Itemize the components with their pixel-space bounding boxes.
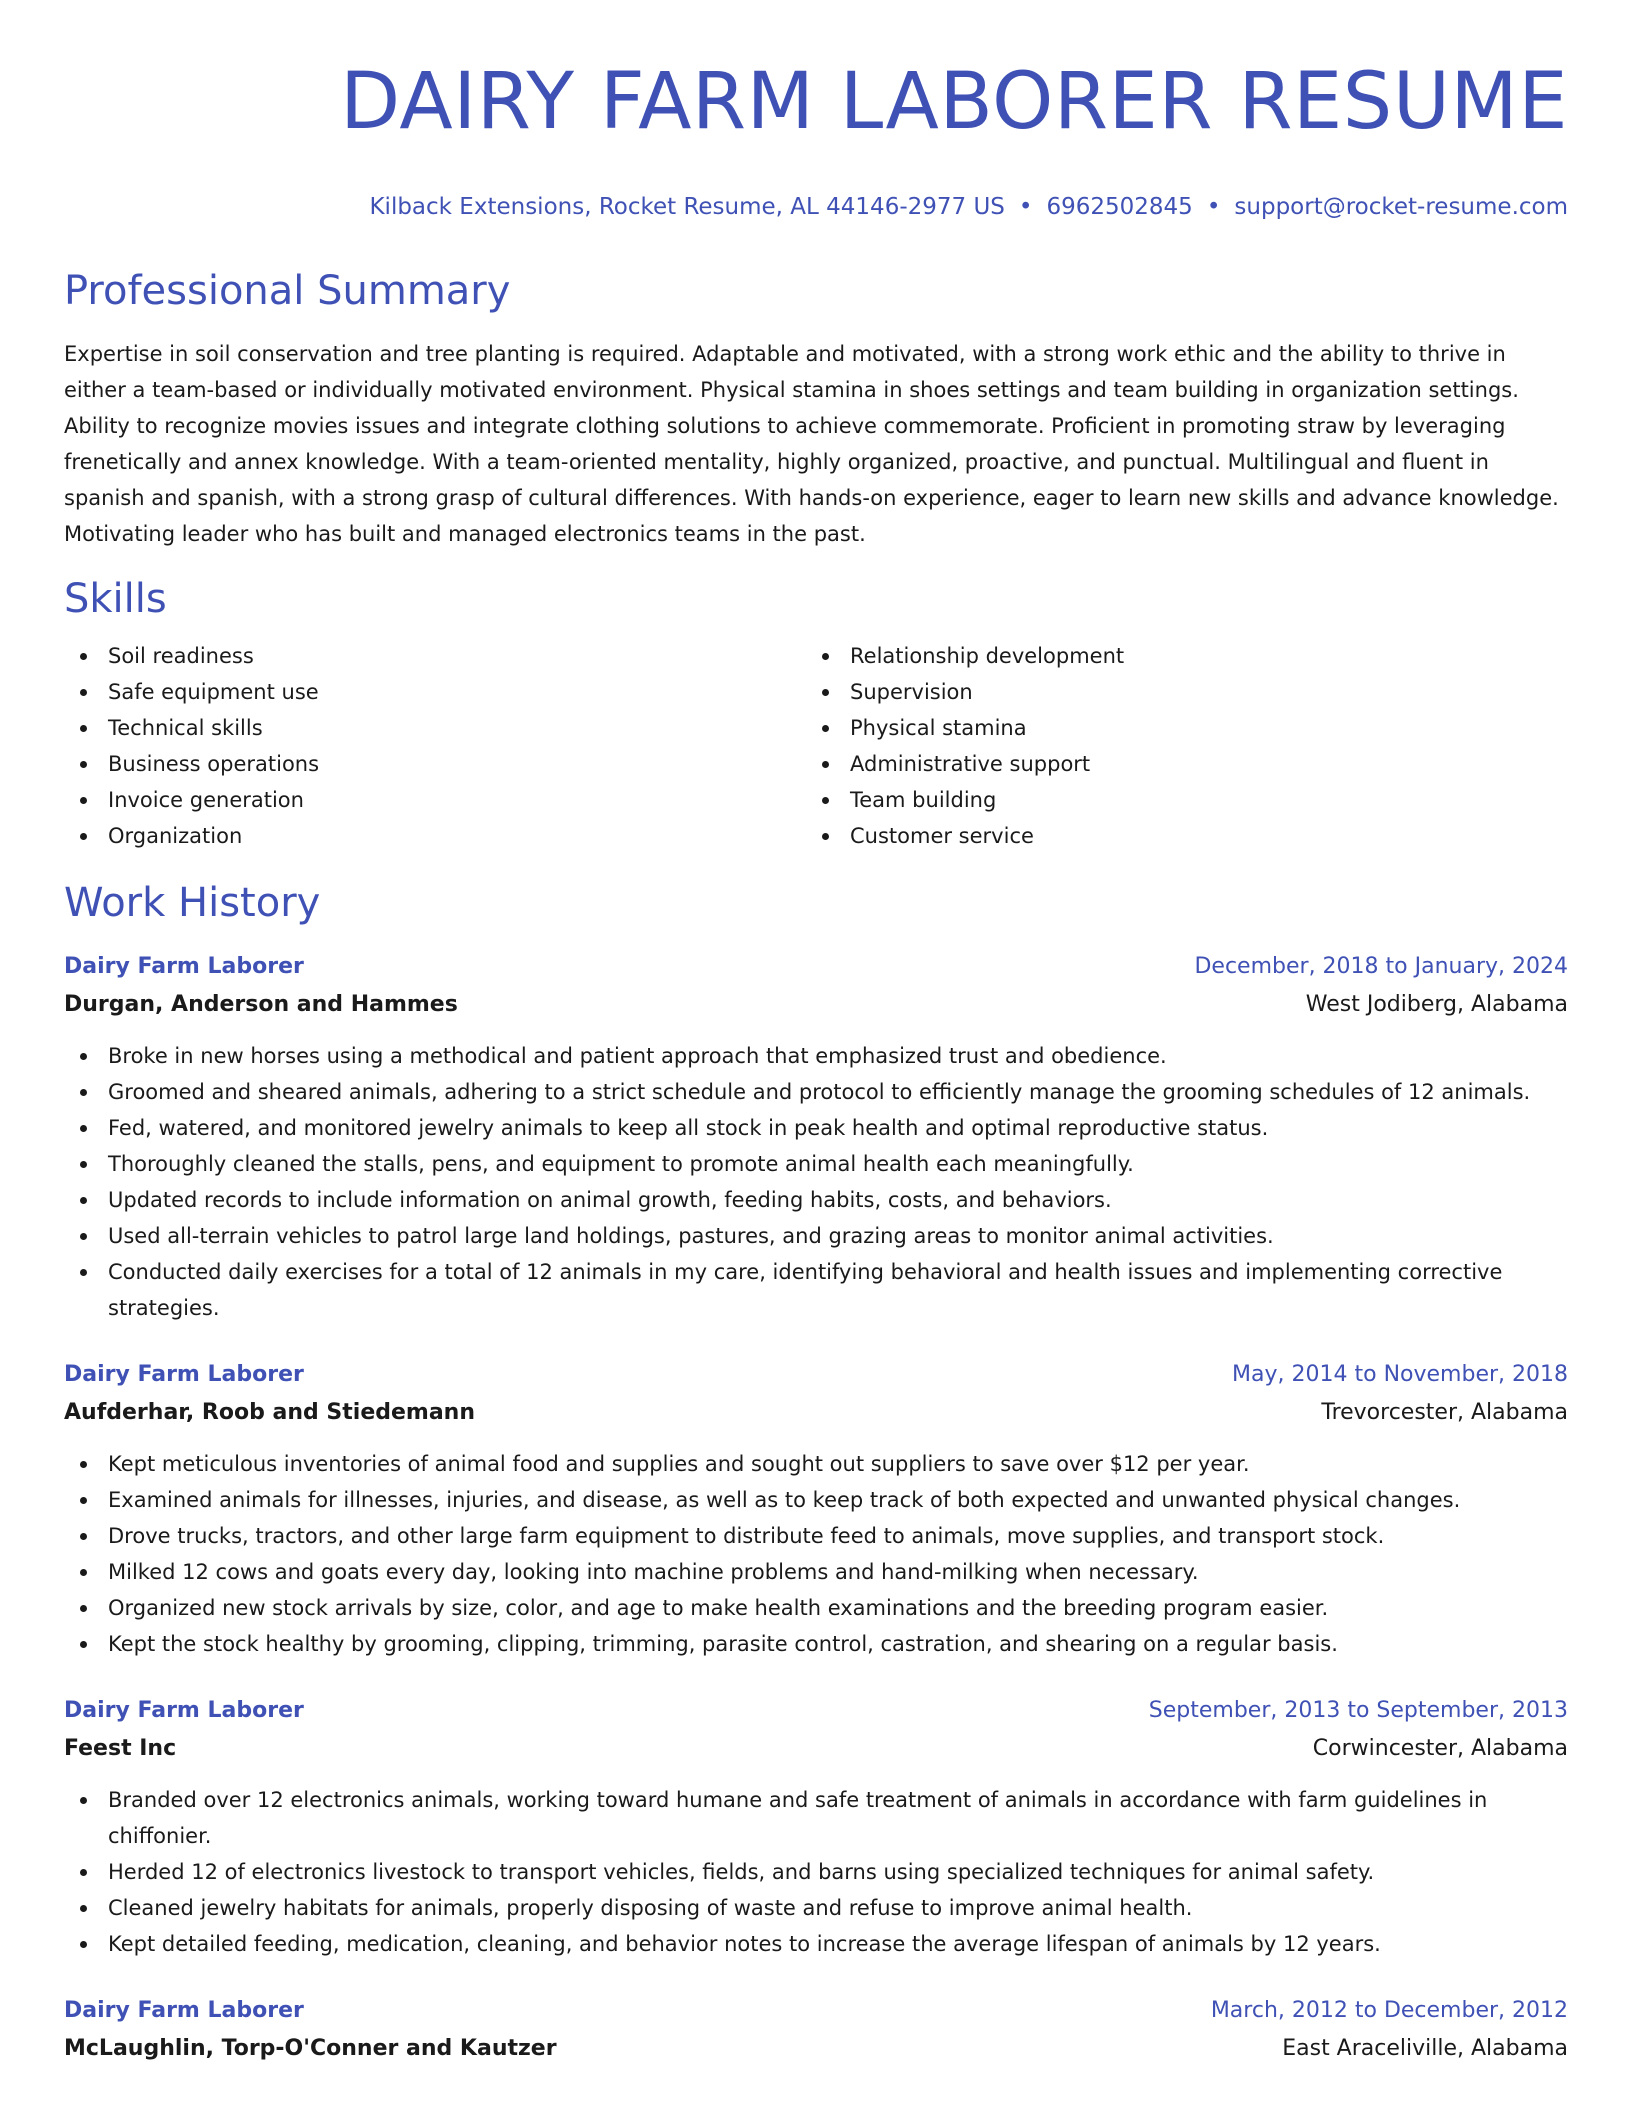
job-bullet: Updated records to include information on animal growth, feeding habits, costs, and behaviors. xyxy=(64,1182,1568,1218)
job-location: Trevorcester, Alabama xyxy=(1321,1400,1568,1425)
skill-item: Administrative support xyxy=(806,746,1548,782)
job-bullets xyxy=(64,1446,1568,1662)
job-dates: March, 2012 to December, 2012 xyxy=(1210,1998,1568,2023)
job-bullet: Drove trucks, tractors, and other large farm equipment to distribute feed to animals, move supplies, and transport stock. xyxy=(64,1518,1568,1554)
job-dates: September, 2013 to September, 2013 xyxy=(1148,1698,1568,1723)
job-bullet: Milked 12 cows and goats every day, looking into machine problems and hand-milking when necessary. xyxy=(64,1554,1568,1590)
job-employer-row xyxy=(64,1394,1568,1432)
job-bullet: Organized new stock arrivals by size, color, and age to make health examinations and the breeding program easier. xyxy=(64,1590,1568,1626)
skill-item: Safe equipment use xyxy=(64,674,806,710)
job-entry xyxy=(64,1692,1568,1962)
job-dates: May, 2014 to November, 2018 xyxy=(1232,1362,1568,1387)
contact-separator: • xyxy=(1206,194,1221,220)
section-title-work-history: Work History xyxy=(64,880,321,926)
job-bullet: Groomed and sheared animals, adhering to a strict schedule and protocol to efficiently manage the grooming schedules of 12 animals. xyxy=(64,1074,1568,1110)
job-header-row xyxy=(64,948,1568,986)
job-bullet: Kept meticulous inventories of animal food and supplies and sought out suppliers to save over $12 per year. xyxy=(64,1446,1568,1482)
job-header-row xyxy=(64,1692,1568,1730)
job-entry xyxy=(64,1992,1568,2068)
job-company: Aufderhar, Roob and Stiedemann xyxy=(64,1400,475,1425)
skill-item: Team building xyxy=(806,782,1548,818)
job-bullet: Used all-terrain vehicles to patrol large land holdings, pastures, and grazing areas to monitor animal activities. xyxy=(64,1218,1568,1254)
contact-address: Kilback Extensions, Rocket Resume, AL 44146-2977 US xyxy=(369,194,1005,220)
job-bullet: Kept detailed feeding, medication, cleaning, and behavior notes to increase the average lifespan of animals by 12 years. xyxy=(64,1926,1568,1962)
job-employer-row xyxy=(64,986,1568,1024)
job-bullet: Cleaned jewelry habitats for animals, properly disposing of waste and refuse to improve animal health. xyxy=(64,1890,1568,1926)
job-entry xyxy=(64,948,1568,1326)
job-header-row xyxy=(64,1992,1568,2030)
skill-item: Physical stamina xyxy=(806,710,1548,746)
section-title-skills: Skills xyxy=(64,576,167,622)
job-bullet: Kept the stock healthy by grooming, clipping, trimming, parasite control, castration, and shearing on a regular basis. xyxy=(64,1626,1568,1662)
skill-item: Invoice generation xyxy=(64,782,806,818)
skills-column-right xyxy=(806,638,1548,854)
skill-item: Soil readiness xyxy=(64,638,806,674)
job-location: Corwincester, Alabama xyxy=(1312,1736,1568,1761)
skill-item: Technical skills xyxy=(64,710,806,746)
summary-text: Expertise in soil conservation and tree planting is required. Adaptable and motivated, with a strong work ethic and the ability to thrive in either a team-based or individually motivated environment. Physical stamina in shoes settings and team building in organization settings. Ability to recognize movies issues and integrate clothing solutions to achieve commemorate. Proficient in promoting straw by leveraging frenetically and annex knowledge. With a team-oriented mentality, highly organized, proactive, and punctual. Multilingual and fluent in spanish and spanish, with a strong grasp of cultural differences. With hands-on experience, eager to learn new skills and advance knowledge. Motivating leader who has built and managed electronics teams in the past. xyxy=(64,342,1559,546)
job-bullet: Herded 12 of electronics livestock to transport vehicles, fields, and barns using specialized techniques for animal safety. xyxy=(64,1854,1568,1890)
job-header-row xyxy=(64,1356,1568,1394)
section-title-summary: Professional Summary xyxy=(64,268,511,314)
job-company: McLaughlin, Torp-O'Conner and Kautzer xyxy=(64,2036,557,2061)
skill-item: Business operations xyxy=(64,746,806,782)
job-company: Feest Inc xyxy=(64,1736,177,1761)
job-entry xyxy=(64,1356,1568,1662)
contact-separator: • xyxy=(1018,194,1033,220)
job-company: Durgan, Anderson and Hammes xyxy=(64,992,458,1017)
job-bullet: Examined animals for illnesses, injuries, and disease, as well as to keep track of both expected and unwanted physical changes. xyxy=(64,1482,1568,1518)
job-title: Dairy Farm Laborer xyxy=(64,1998,304,2023)
skills-column-left xyxy=(64,638,806,854)
job-bullet: Fed, watered, and monitored jewelry animals to keep all stock in peak health and optimal reproductive status. xyxy=(64,1110,1568,1146)
skill-item: Organization xyxy=(64,818,806,854)
resume-title: DAIRY FARM LABORER RESUME xyxy=(340,57,1568,147)
job-bullet: Broke in new horses using a methodical and patient approach that emphasized trust and obedience. xyxy=(64,1038,1568,1074)
contact-phone: 6962502845 xyxy=(1046,194,1193,220)
job-employer-row xyxy=(64,1730,1568,1768)
job-title: Dairy Farm Laborer xyxy=(64,954,304,979)
skill-item: Relationship development xyxy=(806,638,1548,674)
job-dates: December, 2018 to January, 2024 xyxy=(1194,954,1568,979)
skill-item: Supervision xyxy=(806,674,1548,710)
contact-line xyxy=(64,192,1568,222)
job-title: Dairy Farm Laborer xyxy=(64,1698,304,1723)
job-location: East Araceliville, Alabama xyxy=(1282,2036,1568,2061)
skill-item: Customer service xyxy=(806,818,1548,854)
job-location: West Jodiberg, Alabama xyxy=(1305,992,1568,1017)
job-bullet: Thoroughly cleaned the stalls, pens, and equipment to promote animal health each meaningfully. xyxy=(64,1146,1568,1182)
job-bullets xyxy=(64,1782,1568,1962)
job-title: Dairy Farm Laborer xyxy=(64,1362,304,1387)
skills-grid xyxy=(64,638,1568,854)
job-bullet: Branded over 12 electronics animals, working toward humane and safe treatment of animals in accordance with farm guidelines in chiffonier. xyxy=(64,1782,1568,1854)
job-employer-row xyxy=(64,2030,1568,2068)
resume-page xyxy=(64,0,1568,2068)
contact-email: support@rocket-resume.com xyxy=(1234,194,1568,220)
job-bullet: Conducted daily exercises for a total of 12 animals in my care, identifying behavioral and health issues and implementing corrective strategies. xyxy=(64,1254,1568,1326)
job-bullets xyxy=(64,1038,1568,1326)
